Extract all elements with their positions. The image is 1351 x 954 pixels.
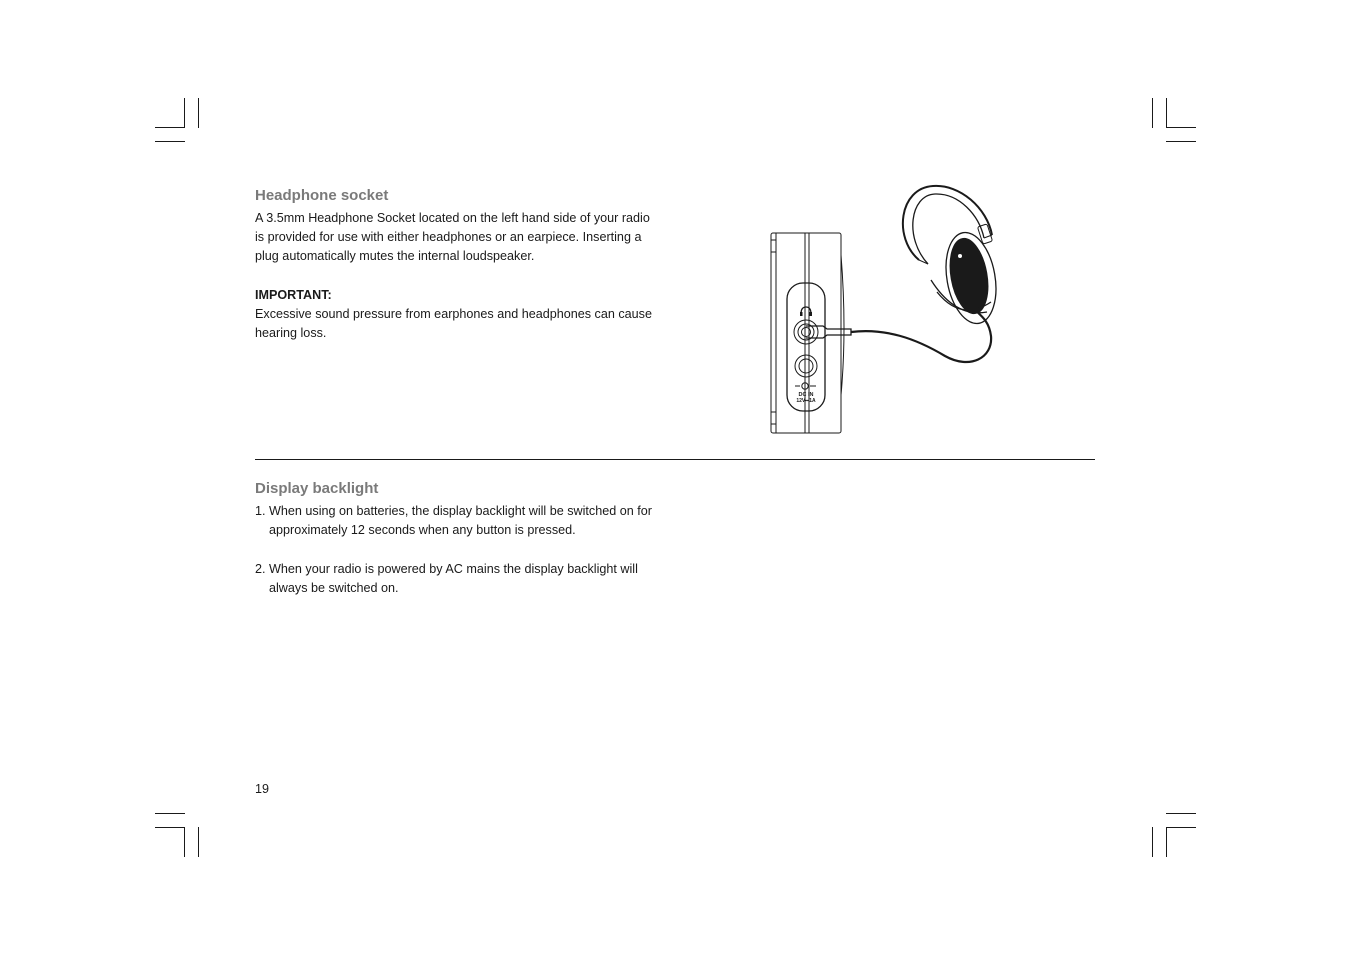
- list-text: approximately 12 seconds when any button is pressed.: [269, 523, 576, 537]
- important-label: IMPORTANT:: [255, 288, 332, 302]
- crop-mark: [1166, 827, 1167, 857]
- list-number: 2.: [255, 562, 266, 576]
- crop-mark: [1166, 827, 1196, 828]
- dc-rating-label: 12V⎓1A: [796, 398, 816, 404]
- crop-mark: [155, 827, 185, 828]
- list-text: When using on batteries, the display backlight will be switched on for: [269, 504, 652, 518]
- list-number: 1.: [255, 504, 266, 518]
- crop-mark: [1152, 98, 1153, 128]
- crop-mark: [155, 127, 185, 128]
- body-line: is provided for use with either headphones or an earpiece. Inserting a: [255, 230, 642, 244]
- body-line: A 3.5mm Headphone Socket located on the left hand side of your radio: [255, 211, 650, 225]
- list-text: always be switched on.: [269, 581, 399, 595]
- crop-mark: [155, 813, 185, 814]
- list-item: [255, 560, 638, 598]
- crop-mark: [1152, 827, 1153, 857]
- crop-mark: [184, 827, 185, 857]
- crop-mark: [198, 98, 199, 128]
- crop-mark: [1166, 127, 1196, 128]
- warning-line: hearing loss.: [255, 326, 327, 340]
- crop-mark: [1166, 98, 1167, 128]
- dc-in-label: DC IN: [798, 392, 814, 398]
- important-warning: [255, 305, 652, 343]
- list-item: [255, 502, 652, 540]
- body-line: plug automatically mutes the internal loudspeaker.: [255, 249, 535, 263]
- crop-mark: [1166, 813, 1196, 814]
- crop-mark: [198, 827, 199, 857]
- headphone-socket-title: Headphone socket: [255, 187, 389, 204]
- headphone-socket-body: [255, 209, 650, 266]
- crop-mark: [1166, 141, 1196, 142]
- crop-mark: [155, 141, 185, 142]
- list-text: When your radio is powered by AC mains the display backlight will: [269, 562, 638, 576]
- page-number: 19: [255, 782, 270, 796]
- warning-line: Excessive sound pressure from earphones and headphones can cause: [255, 307, 652, 321]
- crop-mark: [184, 98, 185, 128]
- dc-socket: [795, 355, 817, 377]
- radio-side-headphones-illustration: [765, 180, 1005, 438]
- headphone-cable: [851, 308, 991, 362]
- section-divider: [255, 459, 1095, 460]
- display-backlight-title: Display backlight: [255, 480, 379, 497]
